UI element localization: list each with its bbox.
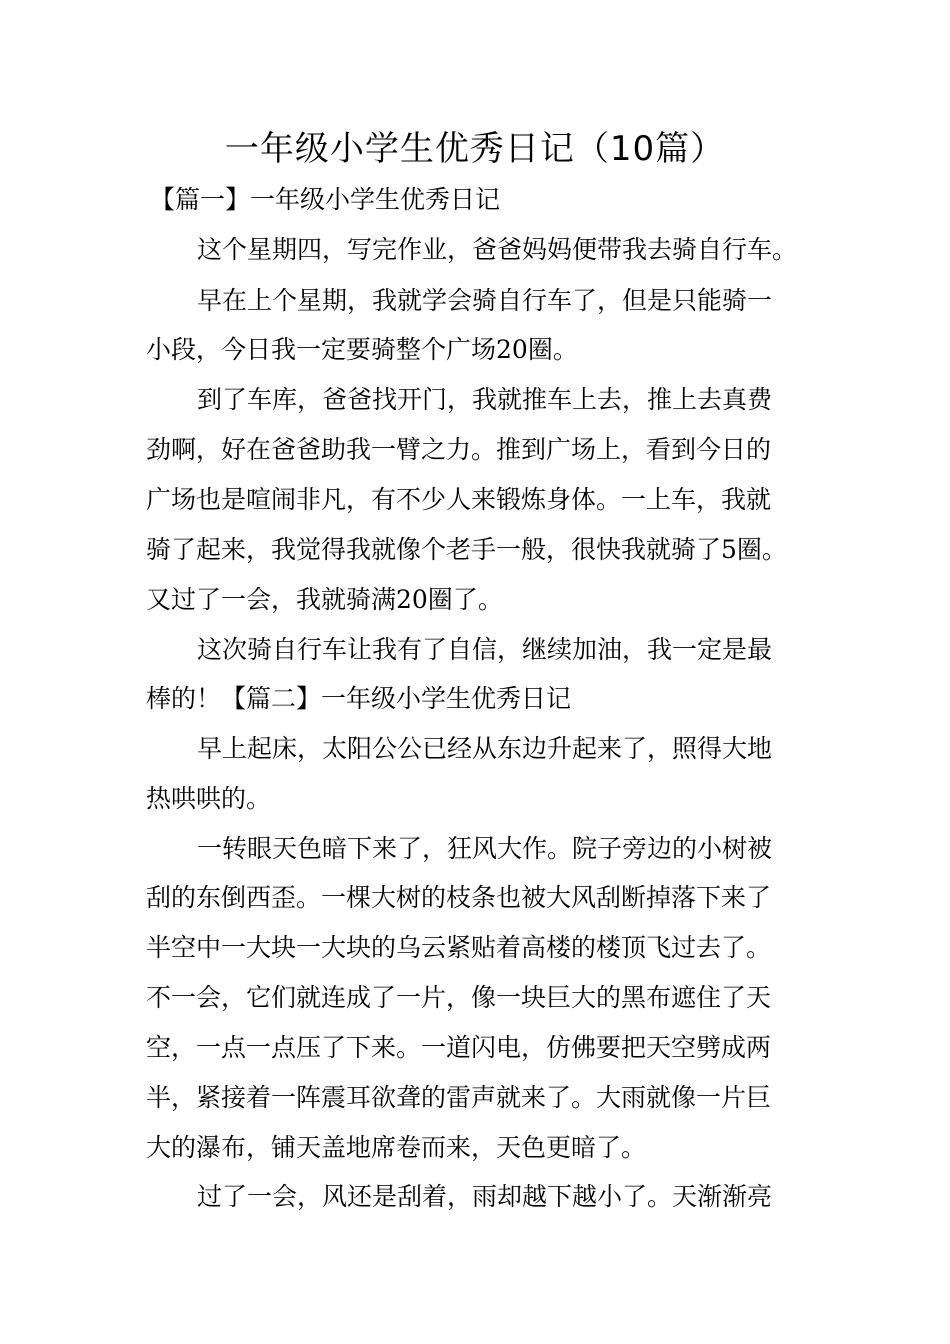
paragraph-line: 一转眼天色暗下来了，狂风大作。院子旁边的小树被 xyxy=(197,834,773,863)
paragraph-line: 大的瀑布，铺天盖地席卷而来，天色更暗了。 xyxy=(146,1133,647,1162)
section-heading-1: 【篇一】一年级小学生优秀日记 xyxy=(150,185,501,214)
paragraph-line: 到了车库，爸爸找开门，我就推车上去，推上去真费 xyxy=(197,385,773,414)
paragraph-line: 广场也是喧闹非凡，有不少人来锻炼身体。一上车，我就 xyxy=(146,485,772,514)
paragraph-line: 劲啊，好在爸爸助我一臂之力。推到广场上，看到今日的 xyxy=(146,435,772,464)
paragraph-line: 又过了一会，我就骑满20圈了。 xyxy=(146,585,503,614)
paragraph-line: 早上起床，太阳公公已经从东边升起来了，照得大地 xyxy=(197,734,773,763)
paragraph-line: 空，一点一点压了下来。一道闪电，仿佛要把天空劈成两 xyxy=(146,1033,772,1062)
paragraph-line: 骑了起来，我觉得我就像个老手一般，很快我就骑了5圈。 xyxy=(146,535,787,564)
page-title: 一年级小学生优秀日记（10篇） xyxy=(224,129,726,169)
paragraph-line: 这次骑自行车让我有了自信，继续加油，我一定是最 xyxy=(197,635,773,664)
paragraph-line: 过了一会，风还是刮着，雨却越下越小了。天渐渐亮 xyxy=(197,1182,773,1211)
paragraph-line: 小段，今日我一定要骑整个广场20圈。 xyxy=(146,335,578,364)
paragraph-line: 刮的东倒西歪。一棵大树的枝条也被大风刮断掉落下来了 xyxy=(146,883,772,912)
paragraph-line: 半，紧接着一阵震耳欲聋的雷声就来了。大雨就像一片巨 xyxy=(146,1083,772,1112)
paragraph-line: 这个星期四，写完作业，爸爸妈妈便带我去骑自行车。 xyxy=(197,235,798,264)
paragraph-line: 半空中一大块一大块的乌云紧贴着高楼的楼顶飞过去了。 xyxy=(146,933,772,962)
paragraph-line: 早在上个星期，我就学会骑自行车了，但是只能骑一 xyxy=(197,286,773,315)
paragraph-line: 不一会，它们就连成了一片，像一块巨大的黑布遮住了天 xyxy=(146,983,772,1012)
paragraph-line: 棒的！【篇二】一年级小学生优秀日记 xyxy=(146,684,572,713)
paragraph-line: 热哄哄的。 xyxy=(146,784,272,813)
